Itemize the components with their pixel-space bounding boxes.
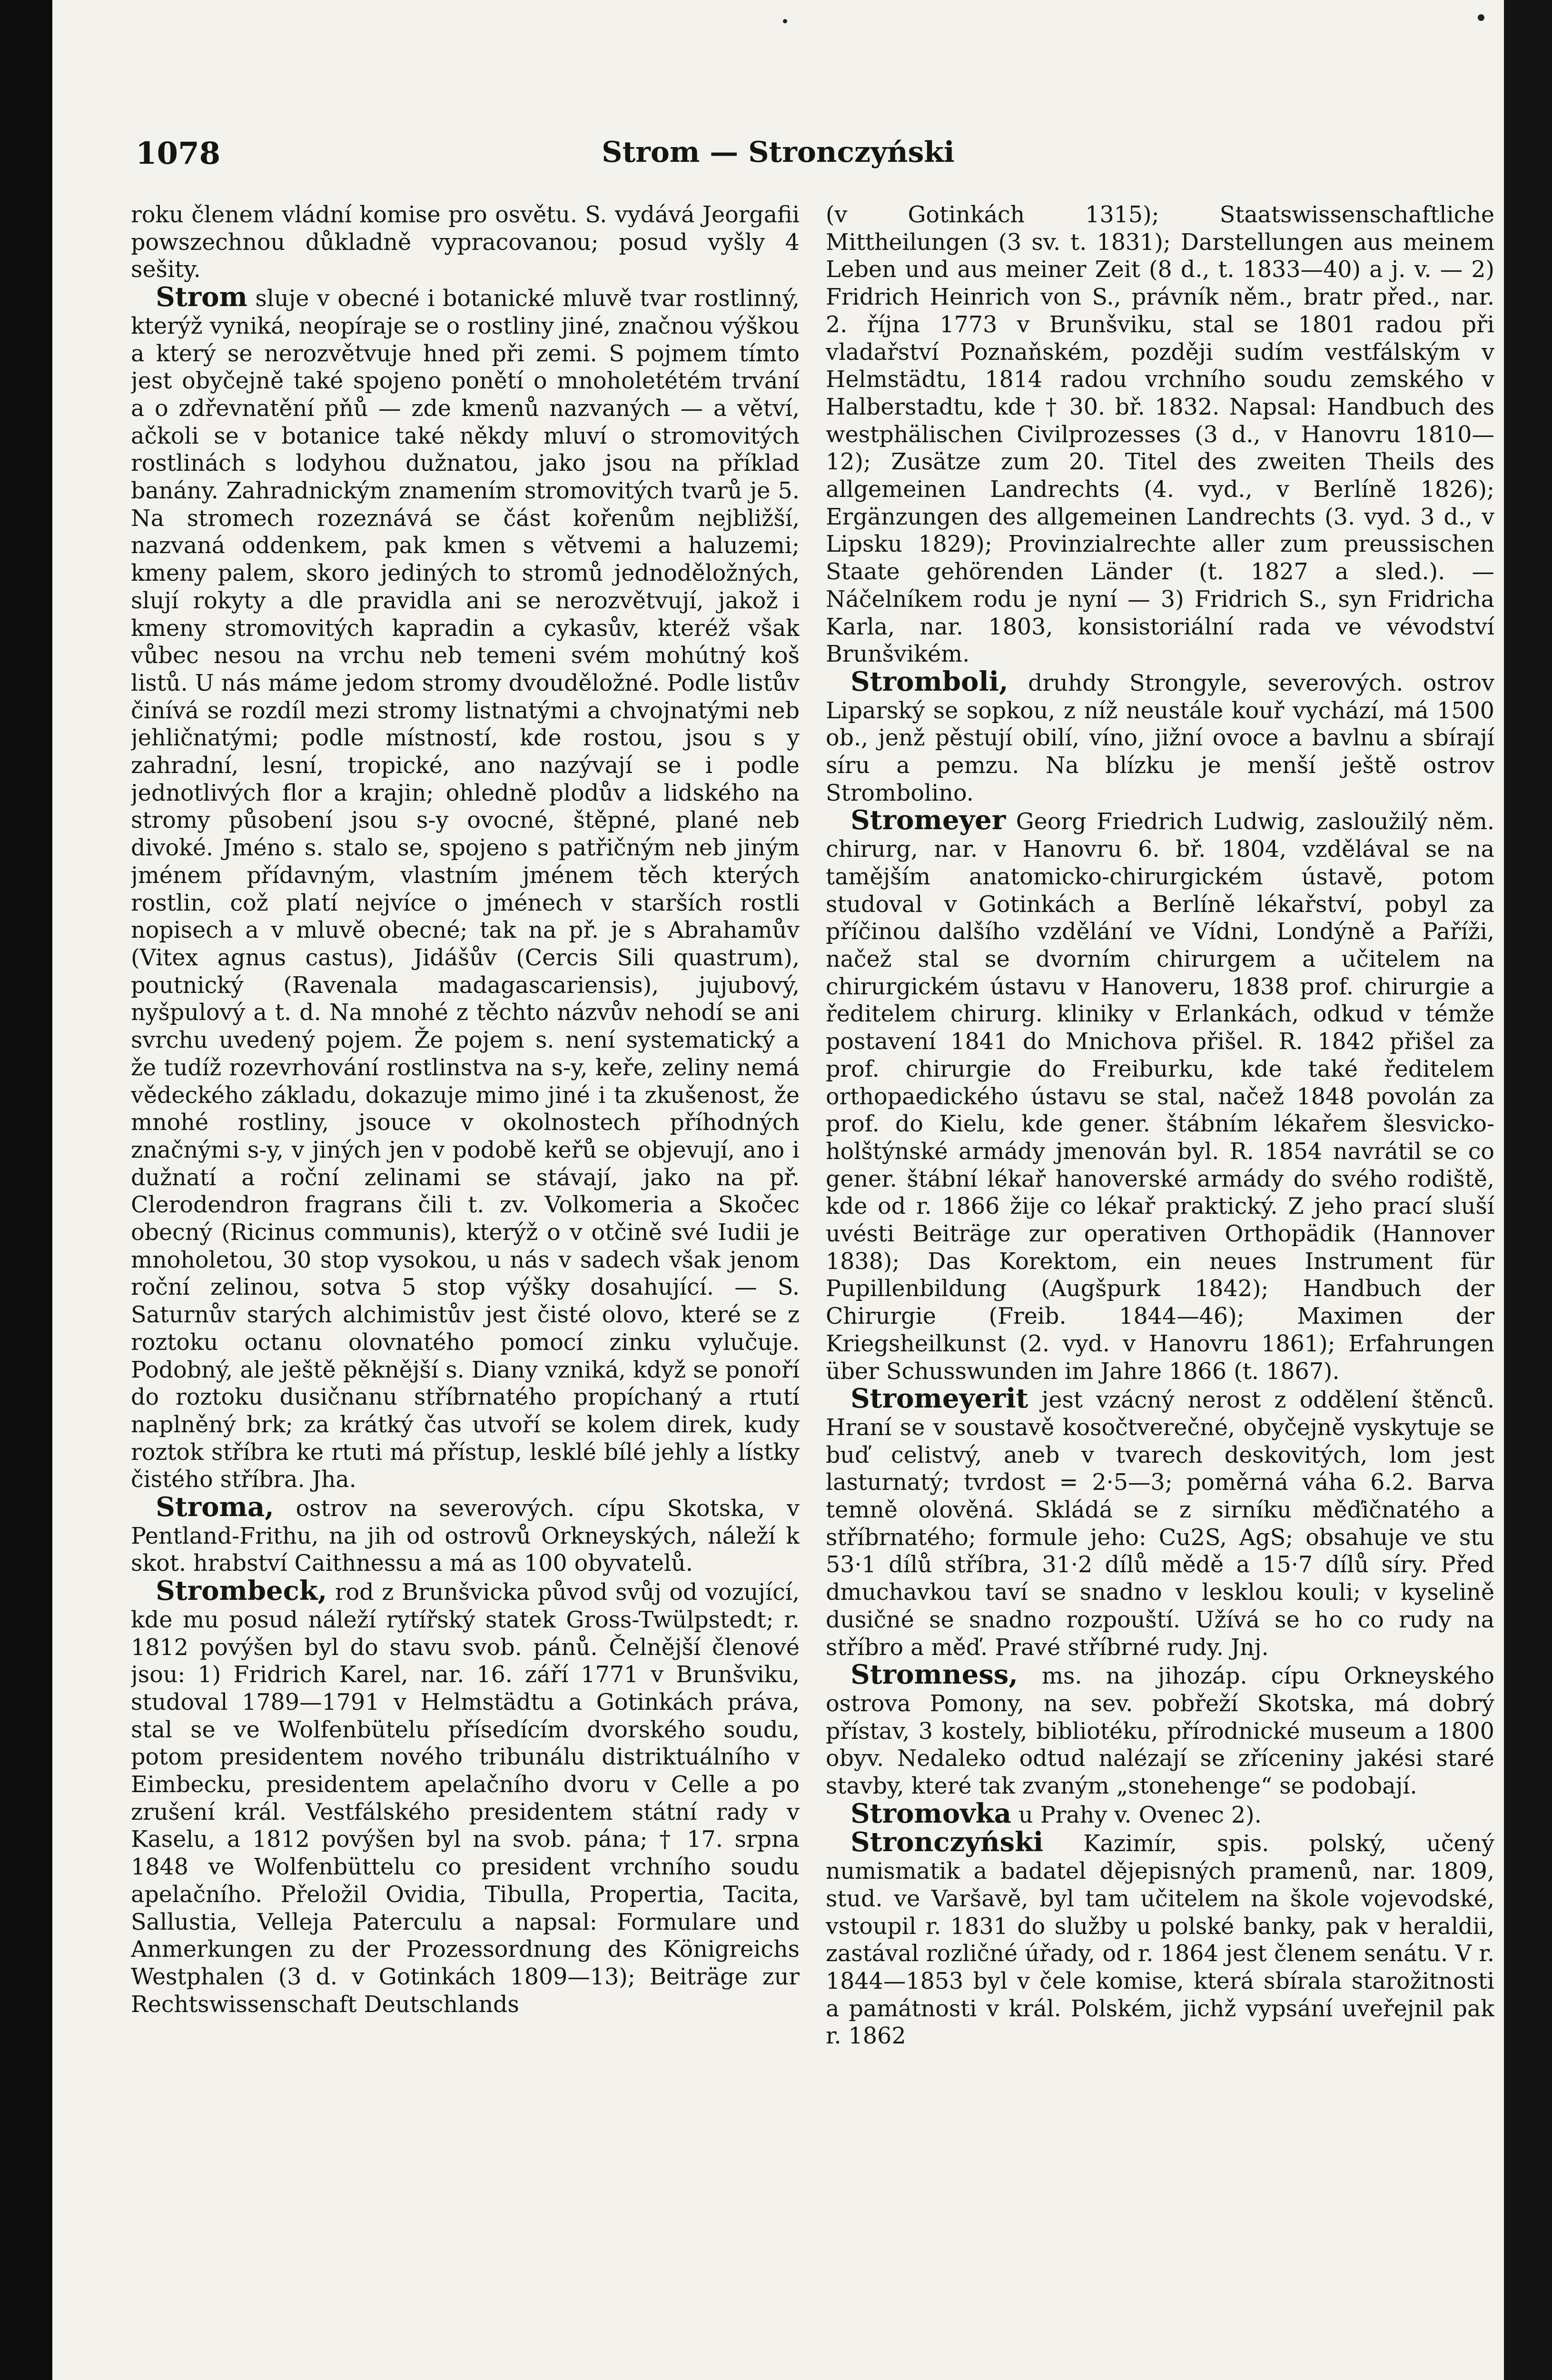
entry-text: druhdy Strongyle, severových. ostrov Liparský se sopkou, z níž neustále kouř vychází, má 1500 ob., jenž pěstují obilí, víno, jižní ovoce a bavlnu a sbírají síru a pemzu. Na blízku je menší ještě ostrov Strombolino.	[826, 670, 1494, 806]
entry-headword: Strom	[156, 281, 247, 313]
entry-headword: Stromovka	[850, 1797, 1011, 1829]
scan-speck	[783, 19, 787, 23]
entry-text: Kazimír, spis. polský, učený numismatik a badatel dějepisných pramenů, nar. 1809, stud. ve Varšavě, byl tam učitelem na škole vojevodské, vstoupil r. 1831 do služby u polské banky, pak v heraldii, zastával rozličné úřady, od r. 1864 jest členem senátu. V r. 1844—1853 byl v čele komise, která sbírala starožitnosti a památnosti v král. Polském, jichž vypsání uveřejnil pak r. 1862	[826, 1831, 1494, 2050]
entry-text: (v Gotinkách 1315); Staatswissenschaftliche Mittheilungen (3 sv. t. 1831); Darstellungen aus meinem Leben und aus meiner Zeit (8 d., t. 1833—40) a j. v. — 2) Fridrich Heinrich von S., právník něm., bratr před., nar. 2. října 1773 v Brunšviku, stal se 1801 radou při vladařství Poznaňském, později sudím vestfálským v Helmstädtu, 1814 radou vrchního soudu zemského v Halberstadtu, kde † 30. bř. 1832. Napsal: Handbuch des westphälischen Civilprozesses (3 d., v Hanovru 1810—12); Zusätze zum 20. Titel des zweiten Theils des allgemeinen Landrechts (4. vyd., v Berlíně 1826); Ergänzungen des allgemeinen Landrechts (3. vyd. 3 d., v Lipsku 1829); Provinzialrechte aller zum preussischen Staate gehörenden Länder (t. 1827 a sled.). — Náčelníkem rodu je nyní — 3) Fridrich S., syn Fridricha Karla, nar. 1803, konsistoriální rada ve vévodství Brunšvikém.	[826, 202, 1494, 668]
scan-right-edge	[1504, 0, 1552, 2380]
entry-text: Georg Friedrich Ludwig, zasloužilý něm. chirurg, nar. v Hanovru 6. bř. 1804, vzdělával se na tamějším anatomicko-chirurgickém ústavě, potom studoval v Gotinkách a Berlíně lékařství, pobyl za příčinou dalšího vzdělání ve Vídni, Londýně a Paříži, načež stal se dvorním chirurgem a učitelem na chirurgickém ústavu v Hanoveru, 1838 prof. chirurgie a ředitelem chirurg. kliniky v Erlankách, odkud v témže postavení 1841 do Mnichova přišel. R. 1842 přišel za prof. chirurgie do Freiburku, kde také ředitelem orthopaedického ústavu se stal, načež 1848 povolán za prof. do Kielu, kde gener. štábním lékařem šlesvicko-holštýnské armády jmenován byl. R. 1854 navrátil se co gener. štábní lékař hanoverské armády do svého rodiště, kde od r. 1866 žije co lékař praktický. Z jeho prací sluší uvésti Beiträge zur operativen Orthopädik (Hannover 1838); Das Korektom, ein neues Instrument für Pupillenbildung (Augšpurk 1842); Handbuch der Chirurgie (Freib. 1844—46); Maximen der Kriegsheilkunst (2. vyd. v Hanovru 1861); Erfahrungen über Schusswunden im Jahre 1866 (t. 1867).	[826, 809, 1494, 1385]
entry-text: u Prahy v. Ovenec 2).	[1018, 1802, 1262, 1828]
entry-headword: Stromness,	[850, 1659, 1018, 1691]
entry-text: ms. na jihozáp. cípu Orkneyského ostrova Pomony, na sev. pobřeží Skotska, má dobrý přístav, 3 kostely, bibliotéku, přírodnické museum a 1800 obyv. Nedaleko odtud nalézají se zříceniny jakési staré stavby, které tak zvaným „stonehenge“ se podobají.	[826, 1663, 1494, 1800]
entry-paragraph	[826, 200, 1494, 668]
entry-paragraph	[826, 804, 1494, 1385]
entry-paragraph	[826, 665, 1494, 807]
entry-text: jest vzácný nerost z oddělení štěnců. Hraní se v soustavě kosočtverečné, obyčejně vyskytuje se buď celistvý, aneb v tvarech deskovitých, lom jest lasturnatý; tvrdost = 2·5—3; poměrná váha 6.2. Barva temně olověná. Skládá se z sirníku měďičnatého a stříbrnatého; formule jeho: Cu2S, AgS; obsahuje ve stu 53·1 dílů stříbra, 31·2 dílů mědě a 15·7 dílů síry. Před dmuchavkou taví se snadno v lesklou kouli; v kyselině dusičné se snadno rozpouští. Užívá se ho co rudy na stříbro a měď. Pravé stříbrné rudy. Jnj.	[826, 1387, 1494, 1661]
entry-headword: Stroma,	[156, 1491, 274, 1523]
page-header	[52, 136, 1504, 178]
entry-paragraph	[826, 1385, 1494, 1661]
entry-paragraph	[826, 1797, 1494, 1829]
running-title: Strom — Stronczyński	[602, 136, 955, 169]
entry-paragraph	[131, 1577, 800, 2018]
entry-headword: Stronczyński	[850, 1826, 1044, 1858]
right-column	[826, 200, 1494, 2380]
entry-text: rod z Brunšvicka původ svůj od vozující, kde mu posud náleží rytířský statek Gross-Twülpstedt; r. 1812 povýšen byl do stavu svob. pánů. Čelnější členové jsou: 1) Fridrich Karel, nar. 16. září 1771 v Brunšviku, studoval 1789—1791 v Helmstädtu a Gotinkách práva, stal se ve Wolfenbütelu přísedícím dvorského soudu, potom presidentem nového tribunálu distriktuálního v Eimbecku, presidentem apelačního dvoru v Celle a po zrušení král. Vestfálského presidentem státní rady v Kaselu, a 1812 povýšen byl na svob. pána; † 17. srpna 1848 ve Wolfenbüttelu co president vrchního soudu apelačního. Přeložil Ovidia, Tibulla, Propertia, Tacita, Sallustia, Velleja Paterculu a napsal: Formulare und Anmerkungen zu der Prozessordnung des Königreichs Westphalen (3 d. v Gotinkách 1809—13); Beiträge zur Rechtswissenschaft Deutschlands	[131, 1579, 800, 2018]
entry-headword: Strombeck,	[156, 1575, 327, 1607]
entry-paragraph	[131, 1491, 800, 1577]
entry-headword: Stromboli,	[850, 665, 1008, 697]
entry-headword: Stromeyerit	[850, 1383, 1028, 1415]
scan-left-edge	[0, 0, 52, 2380]
entry-paragraph	[131, 200, 800, 284]
entry-text: roku členem vládní komise pro osvětu. S. vydává Jeorgafii powszechnou důkladně vypracovanou; posud vyšly 4 sešity.	[131, 202, 800, 283]
entry-paragraph	[131, 281, 800, 1494]
entry-text: ostrov na severových. cípu Skotska, v Pentland-Frithu, na jih od ostrovů Orkneyských, náleží k skot. hrabství Caithnessu a má as 100 obyvatelů.	[131, 1496, 800, 1577]
entry-headword: Stromeyer	[850, 804, 1006, 836]
entry-text: sluje v obecné i botanické mluvě tvar rostlinný, kterýž vyniká, neopíraje se o rostliny jiné, značnou výškou a který se nerozvětvuje hned při zemi. S pojmem tímto jest obyčejně také spojeno ponětí o mnoholetétém trvání a o zdřevnatění pňů — zde kmenů nazvaných — a větví, ačkoli se v botanice také někdy mluví o stromovitých rostlinách s lodyhou dužnatou, jako jsou na příklad banány. Zahradnickým znamením stromovitých tvarů je 5. Na stromech rozeznává se část kořenům nejbližší, nazvaná oddenkem, pak kmen s větvemi a haluzemi; kmeny palem, skoro jediných to stromů jednoděložných, slují rokyty a dle pravidla ani se nerozvětvují, jakož i kmeny stromovitých kapradin a cykasův, kteréž však vůbec nesou na vrchu neb temeni svém mohútný koš listů. U nás máme jedom stromy dvouděložné. Podle listův činívá se rozdíl mezi stromy listnatými a chvojnatými neb jehličnatými; podle místností, kde rostou, jsou s y zahradní, lesní, tropické, ano nazývají se i podle jednotlivých flor a krajin; ohledně plodův a lidského na stromy působení jsou s-y ovocné, štěpné, plané neb divoké. Jméno s. stalo se, spojeno s patřičným neb jiným jménem přídavným, vlastním jménem těch kterých rostlin, což platí nejvíce o jménech v starších rostli nopisech a v mluvě obecné; tak na př. je s Abrahamův (Vitex agnus castus), Jidášův (Cercis Sili quastrum), poutnický (Ravenala madagascariensis), jujubový, nyšpulový a t. d. Na mnohé z těchto názvův nehodí se ani svrchu uvedený pojem. Že pojem s. není systematický a že tudíž rozevrhování rostlinstva na s-y, keře, zeliny nemá vědeckého základu, dokazuje mimo jiné i ta zkušenost, že mnohé rostliny, jsouce v okolnostech příhodných značnými s-y, v jiných jen v podobě keřů se objevují, ano i dužnatí a roční zelinami se stávají, jako na př. Clerodendron fragrans čili t. zv. Volkomeria a Skočec obecný (Ricinus communis), kterýž o v otčině své Iudii je mnoholetou, 30 stop vysokou, u nás v sadech však jenom roční zelinou, sotva 5 stop výšky dosahující. — S. Saturnův starých alchimistův jest čisté olovo, které se z roztoku octanu olovnatého pomocí zinku vylučuje. Podobný, ale ještě pěknější s. Diany vzniká, když se ponoří do roztoku dusičnanu stříbrnatého propíchaný a rtutí naplněný brk; za krátký čas utvoří se kolem direk, kudy roztok stříbra ke rtuti má přístup, lesklé bílé jehly a lístky čistého stříbra. Jha.	[131, 286, 800, 1493]
left-column	[131, 200, 800, 2380]
page-number: 1078	[136, 136, 221, 171]
entry-paragraph	[826, 1661, 1494, 1800]
entry-paragraph	[826, 1826, 1494, 2050]
scan-speck	[1478, 14, 1484, 21]
book-page	[52, 0, 1504, 2380]
